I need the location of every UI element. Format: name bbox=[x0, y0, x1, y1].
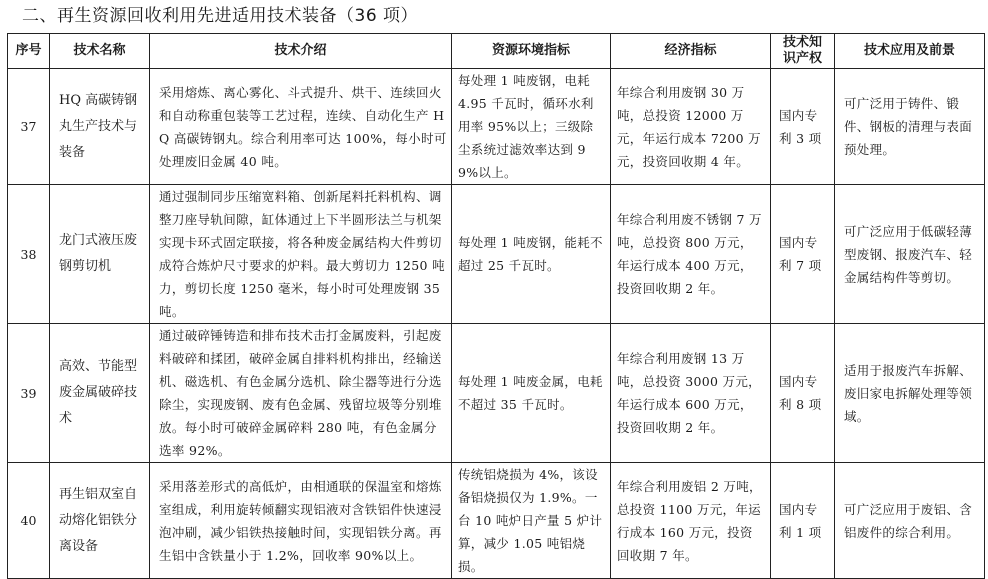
table-row bbox=[8, 185, 985, 324]
technology-table bbox=[7, 33, 985, 579]
ip-rights-text: 国内专利 8 项 bbox=[779, 374, 822, 412]
table-row bbox=[8, 463, 985, 579]
env-indicator-text: 每处理 1 吨废钢，电耗 4.95 千瓦时，循环水利用率 95%以上；三级除尘系统过滤效率达到 99%以上。 bbox=[458, 73, 594, 180]
env-indicator-text: 每处理 1 吨废金属，电耗不超过 35 千瓦时。 bbox=[458, 374, 603, 412]
tech-name bbox=[50, 185, 150, 324]
header-name: 技术名称 bbox=[50, 34, 150, 69]
tech-intro bbox=[150, 324, 452, 463]
application-prospect bbox=[835, 463, 985, 579]
env-indicator-text: 传统铝烧损为 4%，该设备铝烧损仅为 1.9%。一台 10 吨炉日产量 5 炉计算，减少 1.05 吨铝烧损。 bbox=[458, 467, 603, 574]
row-num: 39 bbox=[8, 324, 50, 463]
row-num: 40 bbox=[8, 463, 50, 579]
application-prospect bbox=[835, 185, 985, 324]
ip-rights-text: 国内专利 7 项 bbox=[779, 235, 822, 273]
tech-intro-text: 采用落差形式的高低炉，由相通联的保温室和熔炼室组成，利用旋转倾翻实现铝液对含铁铝件快速浸泡冲刷，减少铝铁热接触时间，实现铝铁分离。再生铝中含铁量小于 1.2%，回收率 90%以上。 bbox=[159, 478, 442, 563]
ip-rights-text: 国内专利 1 项 bbox=[779, 501, 822, 540]
env-indicator bbox=[452, 69, 611, 185]
tech-name-text: 高效、节能型废金属破碎技术 bbox=[59, 359, 138, 426]
tech-name bbox=[50, 69, 150, 185]
application-prospect-text: 可广泛用于铸件、锻件、钢板的清理与表面预处理。 bbox=[844, 96, 973, 157]
application-prospect-text: 可广泛应用于废铝、含铝废件的综合利用。 bbox=[844, 501, 973, 540]
econ-indicator-text: 年综合利用废钢 30 万吨，总投资 12000 万元，年运行成本 7200 万元，投资回收期 4 年。 bbox=[617, 84, 761, 169]
header-app: 技术应用及前景 bbox=[835, 34, 985, 69]
header-intro: 技术介绍 bbox=[150, 34, 452, 69]
header-ip bbox=[771, 34, 835, 69]
ip-rights bbox=[771, 69, 835, 185]
tech-name bbox=[50, 463, 150, 579]
tech-intro-text: 采用熔炼、离心雾化、斗式提升、烘干、连续回火和自动称重包装等工艺过程，连续、自动化生产 HQ 高碳铸钢丸。综合利用率可达 100%，每小时可处理废旧金属 40 吨。 bbox=[159, 84, 447, 169]
header-ip-label: 技术知识产权 bbox=[782, 35, 822, 66]
econ-indicator-text: 年综合利用废铝 2 万吨，总投资 1100 万元，年运行成本 160 万元，投资回收期 7 年。 bbox=[617, 478, 762, 563]
header-env: 资源环境指标 bbox=[452, 34, 611, 69]
env-indicator bbox=[452, 324, 611, 463]
ip-rights bbox=[771, 463, 835, 579]
header-num: 序号 bbox=[8, 34, 50, 69]
ip-rights-text: 国内专利 3 项 bbox=[779, 107, 822, 146]
env-indicator bbox=[452, 463, 611, 579]
table-row bbox=[8, 69, 985, 185]
row-num: 38 bbox=[8, 185, 50, 324]
econ-indicator bbox=[611, 324, 771, 463]
env-indicator-text: 每处理 1 吨废钢，能耗不超过 25 千瓦时。 bbox=[458, 235, 603, 273]
tech-name-text: 龙门式液压废钢剪切机 bbox=[59, 233, 138, 274]
econ-indicator bbox=[611, 463, 771, 579]
ip-rights bbox=[771, 324, 835, 463]
econ-indicator-text: 年综合利用废钢 13 万吨，总投资 3000 万元，年运行成本 600 万元，投资回收期 2 年。 bbox=[617, 351, 761, 435]
env-indicator bbox=[452, 185, 611, 324]
econ-indicator-text: 年综合利用废不锈钢 7 万吨，总投资 800 万元，年运行成本 400 万元，投资回收期 2 年。 bbox=[617, 212, 762, 296]
application-prospect-text: 可广泛应用于低碳轻薄型废钢、报废汽车、轻金属结构件等剪切。 bbox=[844, 223, 973, 285]
table-header-row bbox=[8, 34, 985, 69]
tech-name-text: 再生铝双室自动熔化铝铁分离设备 bbox=[59, 486, 138, 554]
table-row bbox=[8, 324, 985, 463]
application-prospect bbox=[835, 69, 985, 185]
tech-name-text: HQ 高碳铸钢丸生产技术与装备 bbox=[59, 92, 138, 160]
tech-name bbox=[50, 324, 150, 463]
tech-intro-text: 通过强制同步压缩宽料箱、创新尾料托料机构、调整刀座导轨间隙，缸体通过上下半圆形法兰与机架实现卡环式固定联接，将各种废金属结构大件剪切成符合炼炉尺寸要求的炉料。最大剪切力 1250 吨力，剪切长度 1250 毫米，每小时可处理废钢 35 吨。 bbox=[159, 189, 446, 319]
tech-intro bbox=[150, 69, 452, 185]
application-prospect bbox=[835, 324, 985, 463]
header-econ: 经济指标 bbox=[611, 34, 771, 69]
econ-indicator bbox=[611, 69, 771, 185]
row-num: 37 bbox=[8, 69, 50, 185]
econ-indicator bbox=[611, 185, 771, 324]
application-prospect-text: 适用于报废汽车拆解、废旧家电拆解处理等领域。 bbox=[844, 362, 973, 424]
tech-intro-text: 通过破碎锤铸造和排布技术击打金属废料，引起废料破碎和揉团，破碎金属自排料机构排出，经输送机、磁选机、有色金属分选机、除尘器等进行分选除尘，实现废钢、废有色金属、残留垃圾等分别堆放。每小时可破碎金属碎料 280 吨，有色金属分选率 92%。 bbox=[159, 328, 442, 458]
tech-intro bbox=[150, 185, 452, 324]
tech-intro bbox=[150, 463, 452, 579]
section-title: 二、再生资源回收利用先进适用技术装备（36 项） bbox=[22, 6, 419, 26]
ip-rights bbox=[771, 185, 835, 324]
